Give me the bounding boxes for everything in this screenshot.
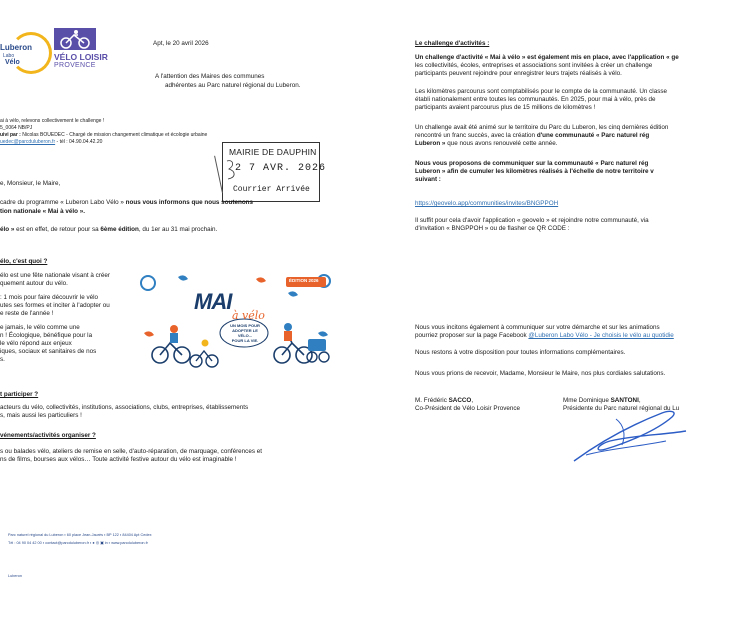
object-line: ai à vélo, relevons collectivement le challenge ! xyxy=(0,118,105,124)
communication-paragraph: Nous vous incitons également à communiquer sur votre démarche et sur les animations pourriez proposer sur la page Facebook @Luberon Labo Vélo - Je choisis le vélo au quotidie xyxy=(415,324,674,339)
challenge-paragraph-2: Les kilomètres parcourus sont comptabilisés pour le compte de la communauté. Un classe établi nationalement entre toutes les communautés. En 2025, pour mai à vélo, près de participants avaient parcourus plus de 15 millions de kilomètres ! xyxy=(415,88,667,111)
heading-who-participates: t participer ? xyxy=(0,391,39,398)
intro-line-2: tion nationale « Mai à vélo ». xyxy=(0,208,86,215)
contact-line: uedec@parcduluberon.fr - tél : 04.90.04.42.20 xyxy=(0,139,103,145)
illustration-subtitle: à vélo xyxy=(232,309,265,322)
recipient-line-2: adhérentes au Parc naturel régional du Luberon. xyxy=(165,82,301,89)
arrival-stamp: MAIRIE DE DAUPHIN 2 7 AVR. 2026 Courrier Arrivée xyxy=(222,142,320,202)
heading-what-is-it: élo, c'est quoi ? xyxy=(0,258,48,265)
followed-by-line: uivi par : Nicolas BOUEDEC - Chargé de mission changement climatique et écologie urbaine xyxy=(0,132,208,138)
luberon-labo-velo-logo: Luberon Labo Vélo xyxy=(0,28,50,72)
challenge-paragraph-1: Un challenge d'activité « Mai à vélo » est également mis en place, avec l'application « ge les collectivités, écoles, entreprises et associations sont invitées à créer un challenge participants peuvent rejoindre pour enregistrer leurs trajets réalisés à vélo. xyxy=(415,54,679,77)
salutation: e, Monsieur, le Maire, xyxy=(0,180,61,187)
handwritten-signature xyxy=(566,405,694,467)
footer-brand: Luberon xyxy=(8,574,22,578)
footer-address: Parc naturel régional du Luberon ▪ 60 place Jean-Jaurès ▪ BP 122 ▪ 84404 Apt Cedex xyxy=(8,533,152,537)
recipient-line-1: A l'attention des Maires des communes xyxy=(155,73,265,80)
events-paragraph: s ou balades vélo, ateliers de remise en selle, d'auto-réparation, de marquage, conférences et ns de films, bourses aux vélos… Toute activité festive autour du vélo est imaginable ! xyxy=(0,448,262,463)
edition-line: élo » est en effet, de retour pour sa 6ème édition, du 1er au 31 mai prochain. xyxy=(0,226,218,233)
challenge-paragraph-3: Un challenge avait été animé sur le territoire du Parc du Luberon, les cinq dernières édition rencontré un franc succès, avec la création d'une communauté « Parc naturel rég Luberon » que nous avons renouvelé cette année. xyxy=(415,124,669,147)
heading-challenge: Le challenge d'activités : xyxy=(415,40,490,47)
challenge-paragraph-4: Nous vous proposons de communiquer sur la communauté « Parc naturel rég Luberon » afin de cumuler les kilomètres réalisés à l'échelle de notre territoire v suivant : xyxy=(415,160,654,183)
community-invite-link[interactable]: https://geovelo.app/communities/invites/BNGPPOH xyxy=(415,200,559,207)
mai-a-velo-illustration xyxy=(138,273,334,373)
illustration-title: MAI xyxy=(194,289,232,314)
intro-line-1: cadre du programme « Luberon Labo Vélo » nous vous informons que nous soutenons xyxy=(0,199,254,206)
edition-badge: ÉDITION 2026 xyxy=(289,278,319,283)
place-date: Apt, le 20 avril 2026 xyxy=(153,40,209,47)
reference-line: 5_0064 NB/PJ xyxy=(0,125,33,131)
signatory-2: Mme Dominique SANTONI, Présidente du Parc naturel régional du Lu xyxy=(563,397,680,412)
illustration-tagline: UN MOIS POUR ADOPTER LE VÉLO... POUR LA VIE. xyxy=(230,323,260,343)
app-instructions: Il suffit pour cela d'avoir l'application « geovelo » et rejoindre notre communauté, via d'invitation « BNGPPOH » ou de flasher ce QR CODE : xyxy=(415,217,649,232)
facebook-page-link[interactable]: @Luberon Labo Vélo - Je choisis le vélo au quotidie xyxy=(528,332,674,339)
footer-contact: Tél : 04 90 04 42 00 ▪ contact@parcduluberon.fr ▪ ● ◎ ▣ in ▪ www.parcduluberon.fr xyxy=(8,541,148,545)
velo-loisir-provence-logo: VÉLO LOISIR PROVENCE xyxy=(54,28,102,74)
heading-events: vénements/activités organiser ? xyxy=(0,432,96,439)
signatory-1: M. Frédéric SACCO, Co-Président de Vélo Loisir Provence xyxy=(415,397,521,412)
who-paragraph: acteurs du vélo, collectivités, institutions, associations, clubs, entreprises, établissements s, mais aussi les particuliers ! xyxy=(0,404,249,419)
contact-email-link[interactable]: uedec@parcduluberon.fr xyxy=(0,139,56,145)
availability-line: Nous restons à votre disposition pour toutes informations complémentaires. xyxy=(415,349,626,356)
closing-line: Nous vous prions de recevoir, Madame, Monsieur le Maire, nos plus cordiales salutations. xyxy=(415,370,666,377)
what-paragraph: élo est une fête nationale visant à créer quement autour du vélo. : 1 mois pour faire découvrir le vélo utes ses formes et inciter à l'adopter ou e reste de l'année ! e jamais, le vélo comme une n ! Écologique, bénéfique pour la le vélo répond aux enjeux iques, sociaux et sanitaires de nos s. xyxy=(0,272,110,363)
letter-page-right xyxy=(370,0,740,637)
